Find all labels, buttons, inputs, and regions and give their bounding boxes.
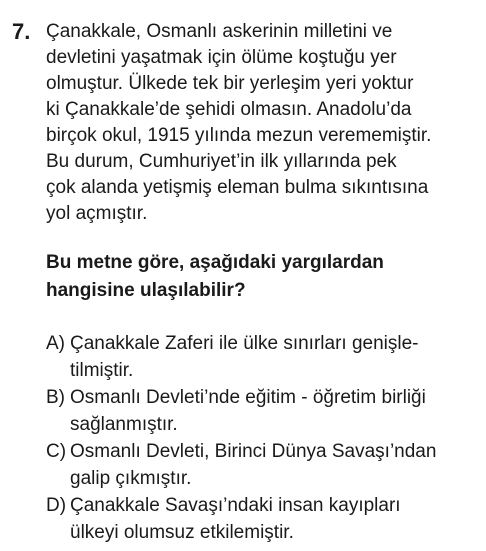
- option-line: ülkeyi olumsuz etkilemiştir.: [70, 522, 294, 543]
- option-text: [70, 384, 482, 438]
- option-text: [70, 330, 482, 384]
- question-number: 7.: [12, 19, 31, 44]
- option-letter: C): [46, 441, 67, 462]
- question-passage: [46, 19, 478, 227]
- option-line: sağlanmıştır.: [70, 414, 178, 435]
- option-a[interactable]: [46, 330, 482, 384]
- option-line: tilmiştir.: [70, 360, 134, 381]
- passage-line: Bu durum, Cumhuriyet’in ilk yıllarında pek: [46, 151, 397, 172]
- passage-line: ki Çanakkale’de şehidi olmasın. Anadolu’da: [46, 99, 412, 120]
- passage-line: devletini yaşatmak için ölüme koştuğu yer: [46, 47, 397, 68]
- prompt-line: hangisine ulaşılabilir?: [46, 280, 246, 301]
- option-letter: B): [46, 387, 65, 408]
- option-letter: D): [46, 495, 67, 516]
- option-b[interactable]: [46, 384, 482, 438]
- option-text: [70, 492, 482, 546]
- option-letter: A): [46, 333, 65, 354]
- prompt-line: Bu metne göre, aşağıdaki yargılardan: [46, 252, 384, 273]
- option-text: [70, 438, 482, 492]
- option-line: Çanakkale Savaşı’ndaki insan kayıpları: [70, 495, 401, 516]
- option-line: Osmanlı Devleti’nde eğitim - öğretim birliği: [70, 387, 426, 408]
- passage-line: olmuştur. Ülkede tek bir yerleşim yeri yoktur: [46, 73, 414, 94]
- passage-line: birçok okul, 1915 yılında mezun verememiştir.: [46, 125, 432, 146]
- option-d[interactable]: [46, 492, 482, 546]
- option-line: Çanakkale Zaferi ile ülke sınırları genişle-: [70, 333, 419, 354]
- option-line: galip çıkmıştır.: [70, 468, 192, 489]
- option-line: Osmanlı Devleti, Birinci Dünya Savaşı’ndan: [70, 441, 437, 462]
- answer-options: [46, 330, 482, 546]
- option-c[interactable]: [46, 438, 482, 492]
- question-prompt: [46, 249, 478, 305]
- passage-line: Çanakkale, Osmanlı askerinin milletini ve: [46, 21, 393, 42]
- passage-line: çok alanda yetişmiş eleman bulma sıkıntısına: [46, 177, 429, 198]
- passage-line: yol açmıştır.: [46, 203, 148, 224]
